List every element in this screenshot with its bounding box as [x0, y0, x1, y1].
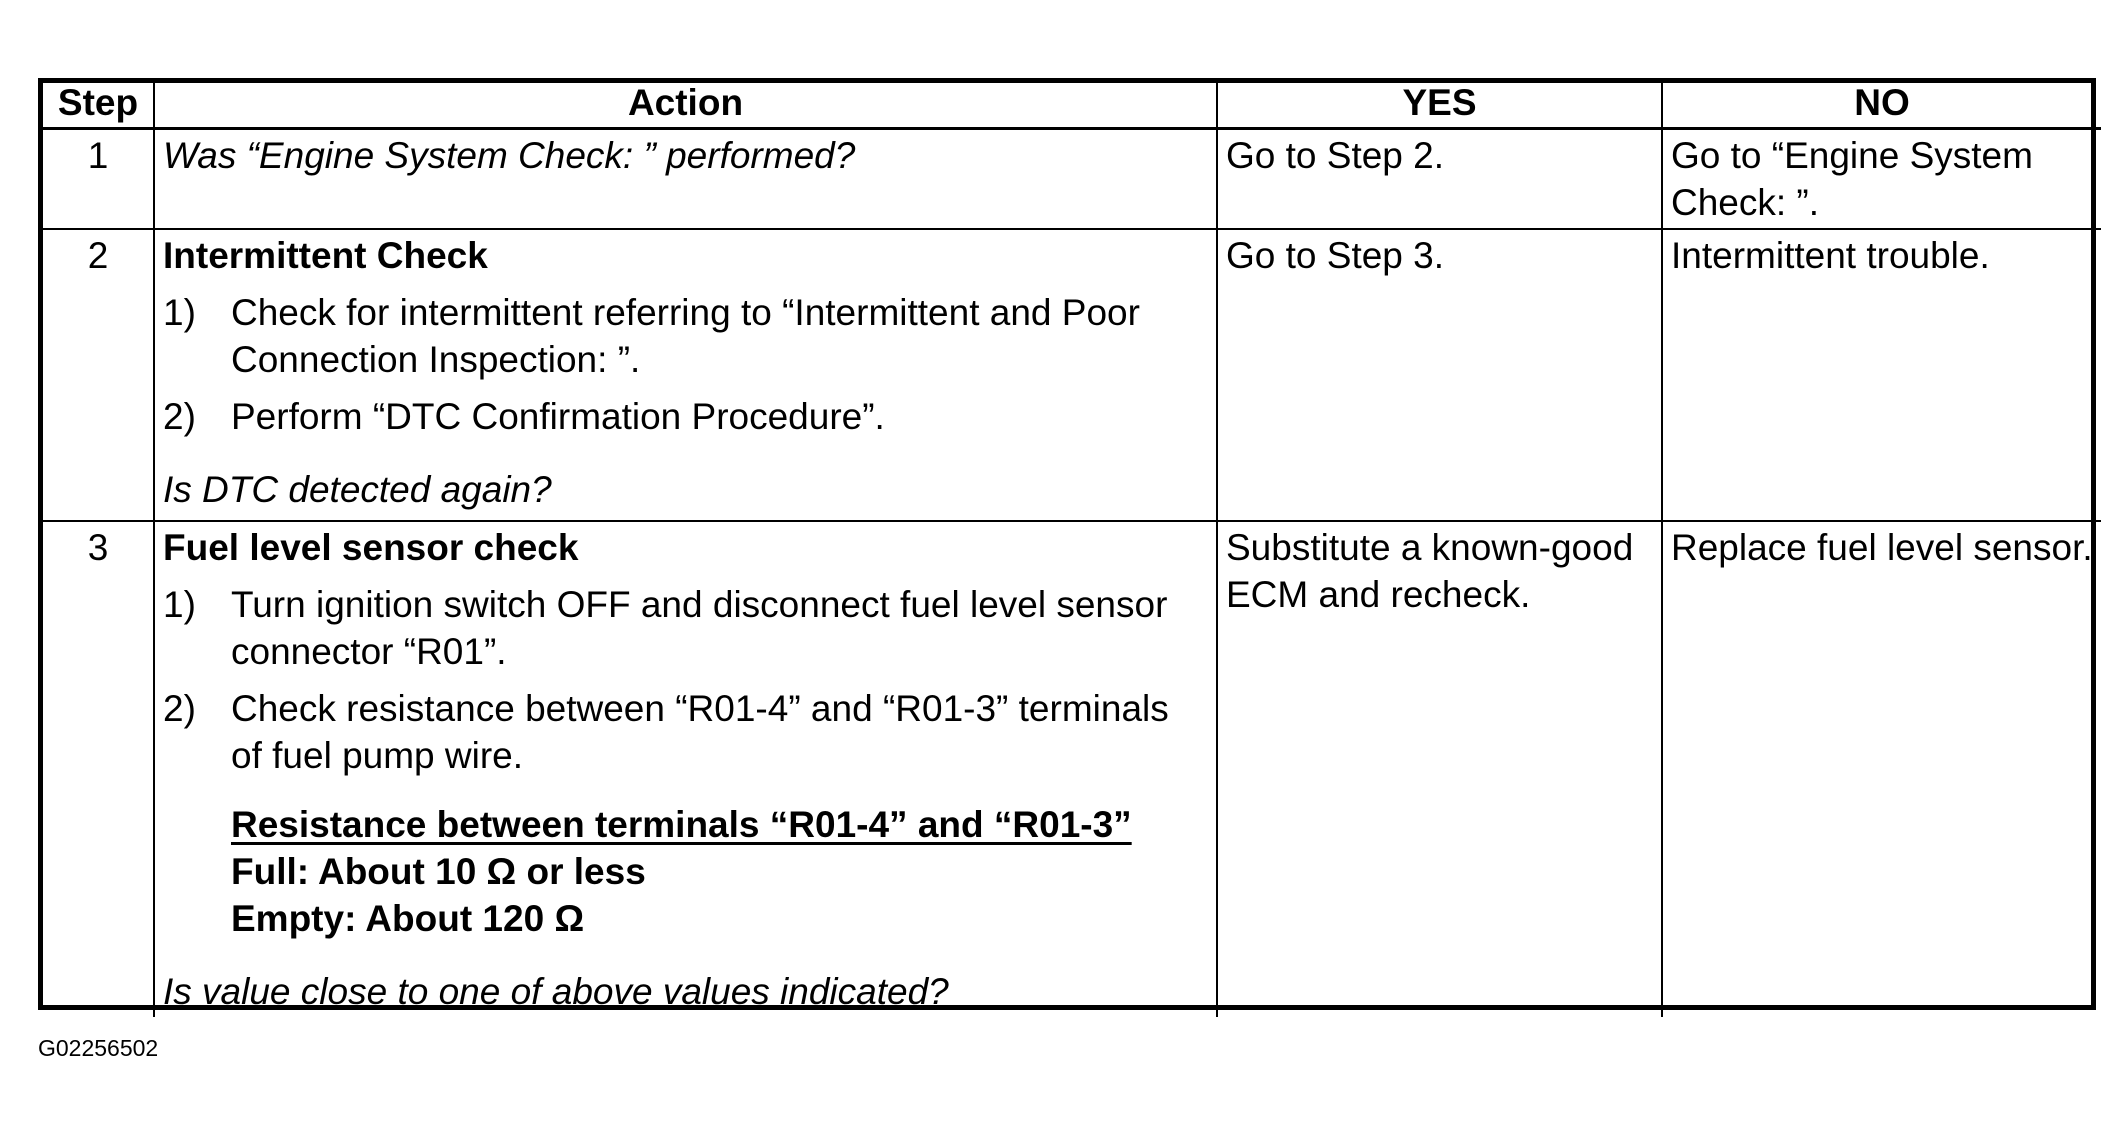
header-action: Action: [154, 83, 1217, 128]
procedure-number: 2): [163, 395, 196, 437]
procedure-item: [163, 393, 1208, 440]
table-row-step-1: [43, 128, 2101, 229]
step-title: Fuel level sensor check: [163, 526, 579, 568]
spec-empty: Empty: About 120 Ω: [231, 897, 585, 939]
no-cell: Go to “Engine System Check: ”.: [1662, 128, 2101, 229]
diagnostic-table-frame: [38, 78, 2096, 1010]
yes-cell: Substitute a known-good ECM and recheck.: [1217, 521, 1662, 1017]
step-question: Was “Engine System Check: ” performed?: [163, 134, 856, 176]
header-row: [43, 83, 2101, 128]
spec-full: Full: About 10 Ω or less: [231, 850, 646, 892]
procedure-number: 1): [163, 583, 196, 625]
figure-id: G02256502: [38, 1035, 159, 1061]
procedure-text: Turn ignition switch OFF and disconnect fuel level sensor connector “R01”.: [231, 583, 1168, 672]
procedure-number: 1): [163, 291, 196, 333]
action-cell: [154, 229, 1217, 521]
procedure-text: Check for intermittent referring to “Intermittent and Poor Connection Inspection: ”.: [231, 291, 1140, 380]
no-cell: Intermittent trouble.: [1662, 229, 2101, 521]
step-number: 3: [43, 521, 154, 1017]
no-cell: Replace fuel level sensor.: [1662, 521, 2101, 1017]
spec-heading: Resistance between terminals “R01-4” and “R01-3”: [231, 803, 1132, 845]
step-title: Intermittent Check: [163, 234, 488, 276]
step-number: 1: [43, 128, 154, 229]
procedure-number: 2): [163, 687, 196, 729]
header-no: NO: [1662, 83, 2101, 128]
action-cell: [154, 521, 1217, 1017]
action-cell: [154, 128, 1217, 229]
procedure-text: Check resistance between “R01-4” and “R01-3” terminals of fuel pump wire.: [231, 687, 1169, 776]
procedure-text: Perform “DTC Confirmation Procedure”.: [231, 395, 885, 437]
resistance-spec: [231, 801, 1208, 942]
procedure-item: [163, 581, 1208, 675]
table-row-step-2: [43, 229, 2101, 521]
table-row-step-3: [43, 521, 2101, 1017]
yes-cell: Go to Step 3.: [1217, 229, 1662, 521]
yes-cell: Go to Step 2.: [1217, 128, 1662, 229]
step-question: Is DTC detected again?: [163, 468, 552, 510]
header-step: Step: [43, 83, 154, 128]
step-number: 2: [43, 229, 154, 521]
step-question: Is value close to one of above values indicated?: [163, 970, 949, 1012]
procedure-item: [163, 685, 1208, 779]
diagnostic-table: [43, 83, 2101, 1017]
header-yes: YES: [1217, 83, 1662, 128]
procedure-item: [163, 289, 1208, 383]
